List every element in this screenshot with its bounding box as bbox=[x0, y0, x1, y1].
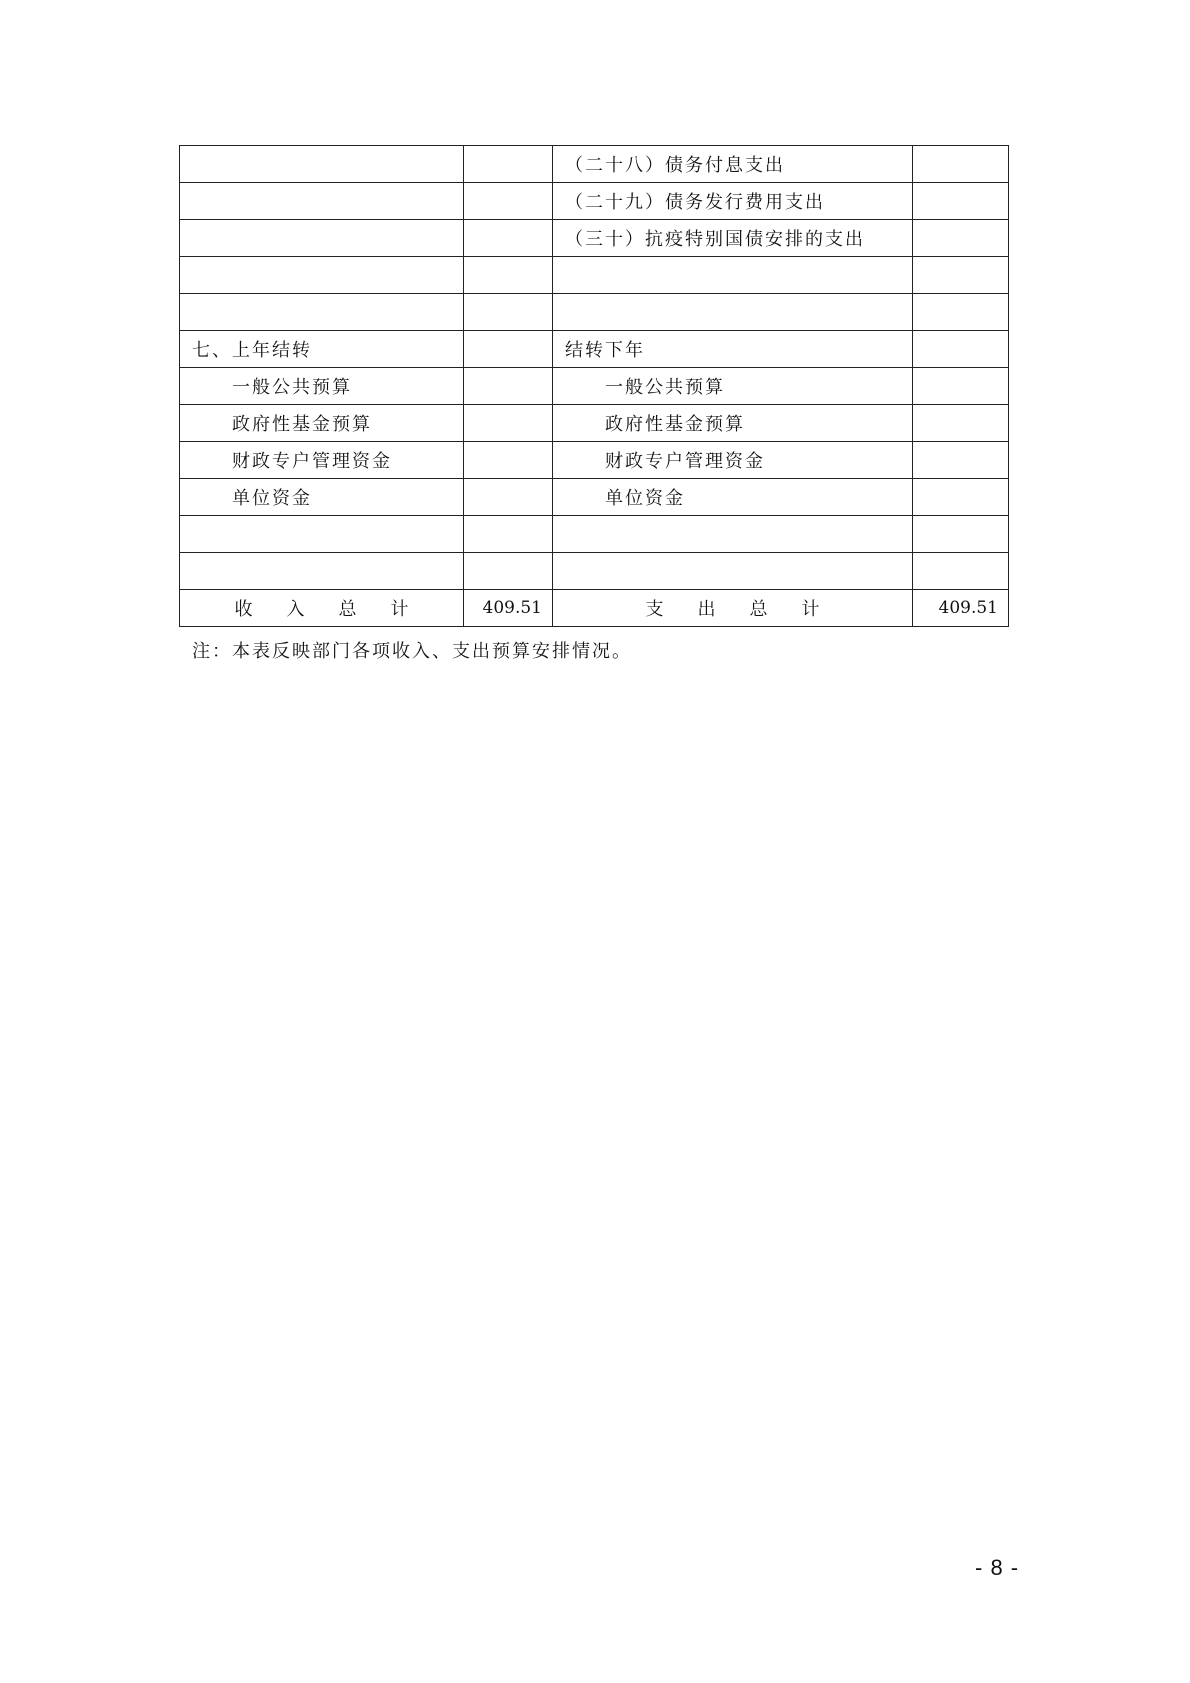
income-value-cell bbox=[464, 442, 553, 479]
expense-value-cell bbox=[913, 479, 1009, 516]
table-row bbox=[180, 405, 1009, 442]
expense-item-cell: 政府性基金预算 bbox=[553, 405, 913, 442]
income-value-cell bbox=[464, 405, 553, 442]
expense-value-cell bbox=[913, 257, 1009, 294]
expense-item-cell: 财政专户管理资金 bbox=[553, 442, 913, 479]
income-value-cell bbox=[464, 331, 553, 368]
income-item-cell: 一般公共预算 bbox=[180, 368, 464, 405]
income-value-cell bbox=[464, 183, 553, 220]
income-value-cell bbox=[464, 516, 553, 553]
table-row bbox=[180, 220, 1009, 257]
expense-value-cell bbox=[913, 220, 1009, 257]
expense-value-cell bbox=[913, 183, 1009, 220]
expense-total-char: 计 bbox=[801, 599, 820, 620]
expense-value-cell bbox=[913, 146, 1009, 183]
expense-item-cell bbox=[553, 516, 913, 553]
income-total-value: 409.51 bbox=[464, 590, 553, 627]
income-item-cell bbox=[180, 183, 464, 220]
income-item-cell bbox=[180, 516, 464, 553]
expense-value-cell bbox=[913, 331, 1009, 368]
income-item-cell: 政府性基金预算 bbox=[180, 405, 464, 442]
income-total-char: 入 bbox=[286, 599, 305, 620]
income-value-cell bbox=[464, 220, 553, 257]
income-item-cell: 七、上年结转 bbox=[180, 331, 464, 368]
expense-value-cell bbox=[913, 368, 1009, 405]
income-total-char: 计 bbox=[390, 599, 409, 620]
income-item-cell bbox=[180, 294, 464, 331]
expense-item-cell: 一般公共预算 bbox=[553, 368, 913, 405]
expense-total-char: 支 bbox=[645, 599, 664, 620]
table-row bbox=[180, 257, 1009, 294]
expense-total-char: 总 bbox=[749, 599, 768, 620]
income-total-char: 收 bbox=[234, 599, 253, 620]
table-row bbox=[180, 479, 1009, 516]
expense-item-cell: （三十）抗疫特别国债安排的支出 bbox=[553, 220, 913, 257]
expense-item-cell: 结转下年 bbox=[553, 331, 913, 368]
income-value-cell bbox=[464, 294, 553, 331]
income-value-cell bbox=[464, 146, 553, 183]
income-value-cell bbox=[464, 257, 553, 294]
expense-value-cell bbox=[913, 405, 1009, 442]
expense-item-cell: 单位资金 bbox=[553, 479, 913, 516]
income-item-cell: 单位资金 bbox=[180, 479, 464, 516]
expense-item-cell: （二十八）债务付息支出 bbox=[553, 146, 913, 183]
budget-table bbox=[179, 145, 1009, 627]
expense-item-cell bbox=[553, 257, 913, 294]
expense-item-cell: （二十九）债务发行费用支出 bbox=[553, 183, 913, 220]
page-number: - 8 - bbox=[975, 1555, 1020, 1580]
table-row bbox=[180, 294, 1009, 331]
income-total-char: 总 bbox=[338, 599, 357, 620]
expense-total-value: 409.51 bbox=[913, 590, 1009, 627]
expense-value-cell bbox=[913, 553, 1009, 590]
income-item-cell bbox=[180, 257, 464, 294]
expense-value-cell bbox=[913, 516, 1009, 553]
income-value-cell bbox=[464, 368, 553, 405]
expense-value-cell bbox=[913, 442, 1009, 479]
income-item-cell: 财政专户管理资金 bbox=[180, 442, 464, 479]
expense-item-cell bbox=[553, 294, 913, 331]
table-row bbox=[180, 146, 1009, 183]
expense-total-char: 出 bbox=[697, 599, 716, 620]
table-row bbox=[180, 183, 1009, 220]
table-row bbox=[180, 368, 1009, 405]
total-row bbox=[180, 590, 1009, 627]
income-value-cell bbox=[464, 553, 553, 590]
income-total-label bbox=[180, 590, 464, 627]
table-row bbox=[180, 516, 1009, 553]
table-row bbox=[180, 553, 1009, 590]
table-note: 注：本表反映部门各项收入、支出预算安排情况。 bbox=[192, 641, 632, 662]
income-value-cell bbox=[464, 479, 553, 516]
expense-value-cell bbox=[913, 294, 1009, 331]
table-row bbox=[180, 331, 1009, 368]
expense-item-cell bbox=[553, 553, 913, 590]
income-item-cell bbox=[180, 553, 464, 590]
expense-total-label bbox=[553, 590, 913, 627]
table-row bbox=[180, 442, 1009, 479]
income-item-cell bbox=[180, 146, 464, 183]
income-item-cell bbox=[180, 220, 464, 257]
